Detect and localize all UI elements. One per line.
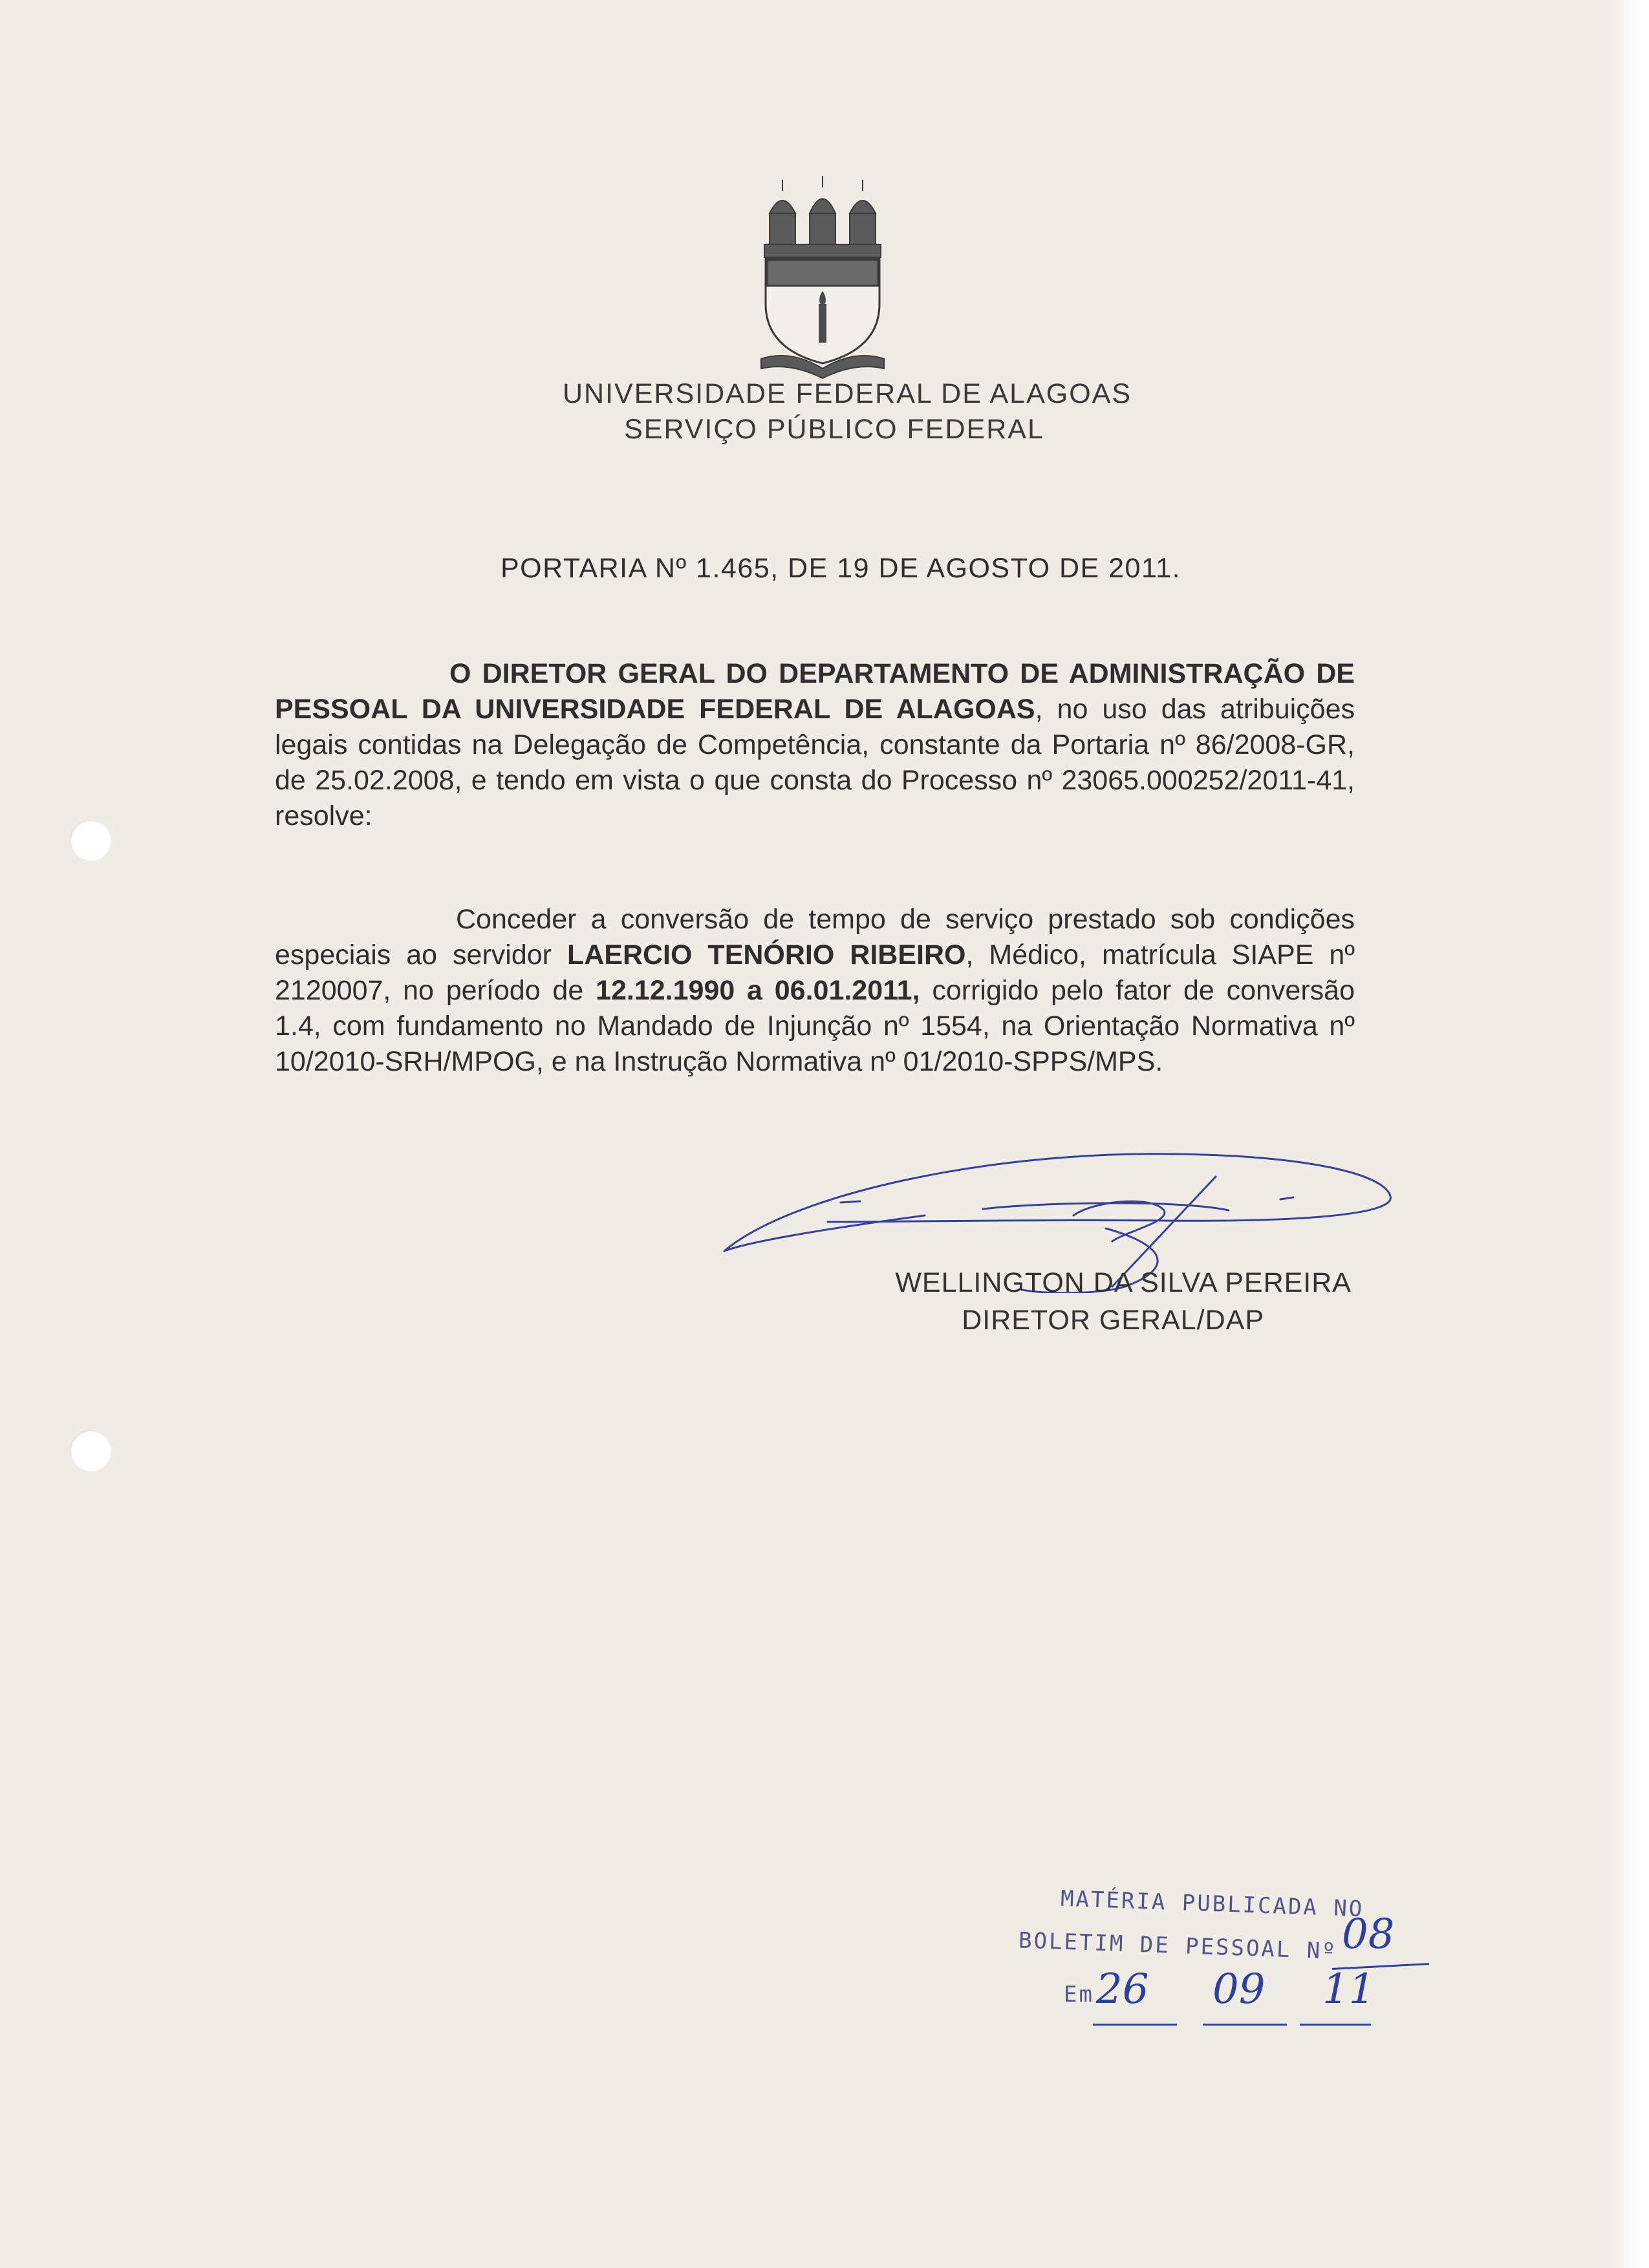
ordinance-title: PORTARIA Nº 1.465, DE 19 DE AGOSTO DE 2011.	[500, 553, 1181, 584]
preamble-text: , no uso das atribuições legais contidas na Delegação de Competência, constante da Portaria nº 86/2008-GR, de 25.02.2008, e tendo em vista o que consta do Processo nº 23065.000252/2011-41, resolve:	[275, 694, 1355, 831]
stamp-month-underline	[1203, 2024, 1287, 2026]
service-name: SERVIÇO PÚBLICO FEDERAL	[624, 414, 1044, 445]
signatory-name: WELLINGTON DA SILVA PEREIRA	[895, 1267, 1352, 1298]
stamp-day: 26	[1096, 1965, 1149, 2013]
employee-name: LAERCIO TENÓRIO RIBEIRO	[566, 939, 966, 970]
stamp-day-underline	[1093, 2024, 1177, 2026]
stamp-line-2: BOLETIM DE PESSOAL Nº	[1018, 1927, 1338, 1965]
page-edge	[1610, 0, 1649, 2268]
resolution-paragraph	[275, 902, 1355, 1080]
punch-hole-bottom	[70, 1430, 111, 1471]
resolution-text-3: corrigido pelo fator de conversão 1.4, com fundamento no Mandado de Injunção nº 1554, na Orientação Normativa nº 10/2010-SRH/MPOG, e na Instrução Normativa nº 01/2010-SPPS/MPS.	[275, 975, 1355, 1077]
coat-of-arms-icon	[758, 175, 887, 381]
resolution-text-1: Conceder a conversão de tempo de serviço prestado sob condições especiais ao servidor	[275, 904, 1355, 970]
authority-lead: O DIRETOR GERAL DO DEPARTAMENTO DE ADMINISTRAÇÃO DE PESSOAL DA UNIVERSIDADE FEDERAL DE ALAGOAS	[275, 658, 1355, 725]
resolution-text-2: , Médico, matrícula SIAPE nº 2120007, no período de	[275, 939, 1355, 1006]
stamp-year: 11	[1322, 1965, 1375, 2013]
signatory-role: DIRETOR GERAL/DAP	[962, 1305, 1264, 1336]
stamp-line-1: MATÉRIA PUBLICADA NO	[1060, 1885, 1364, 1923]
stamp-line-3: Em	[1064, 1982, 1094, 2007]
stamp-month: 09	[1212, 1965, 1266, 2013]
institution-name: UNIVERSIDADE FEDERAL DE ALAGOAS	[562, 378, 1132, 409]
stamp-year-underline	[1300, 2024, 1371, 2026]
bulletin-number: 08	[1342, 1910, 1395, 1958]
punch-hole-top	[70, 820, 111, 861]
service-period: 12.12.1990 a 06.01.2011,	[596, 975, 920, 1006]
preamble-paragraph	[275, 656, 1355, 834]
